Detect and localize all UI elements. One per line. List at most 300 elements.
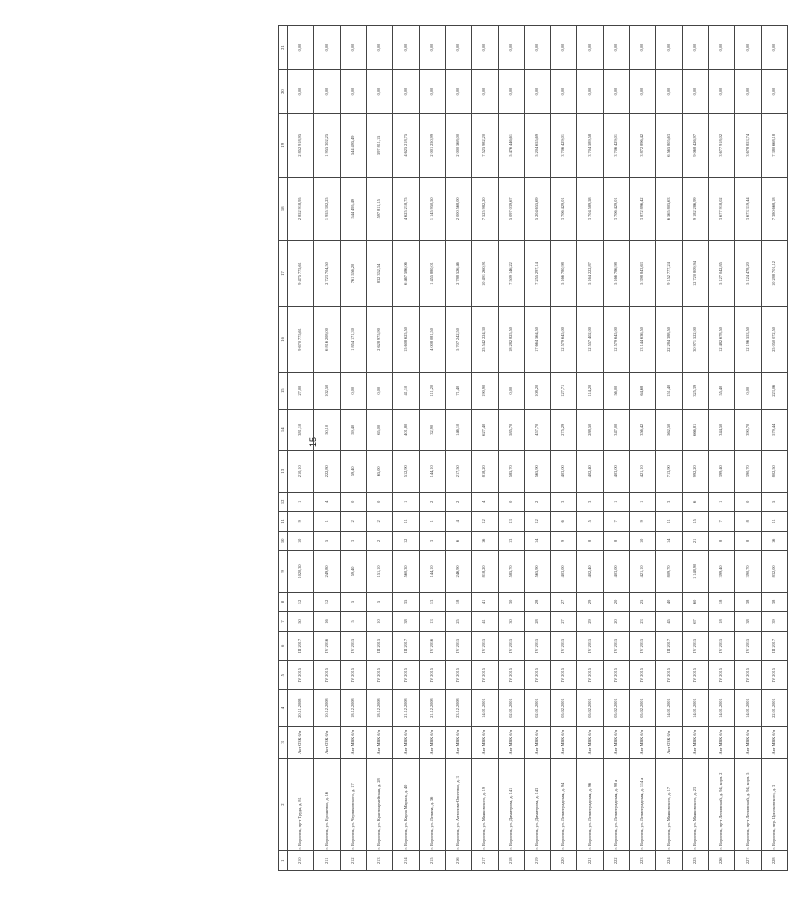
cell-c9: 560,30 [393, 551, 419, 593]
cell-q2: IV 2015 [445, 631, 471, 660]
cell-c9: 818,20 [472, 551, 498, 593]
cell-c7: 39 [761, 612, 787, 632]
cell-c16: 4 008 081,50 [419, 306, 445, 372]
cell-date: 05.02.2001 [577, 690, 603, 727]
cell-c9: 144,10 [419, 551, 445, 593]
cell-addr: г. Воронеж, ул. Карла Маркса, д. 40 [393, 758, 419, 851]
column-number-21: 21 [279, 26, 288, 70]
cell-c13: 399,40 [709, 451, 735, 493]
column-number-16: 16 [279, 306, 288, 372]
cell-c7: 38 [735, 612, 761, 632]
table-row [445, 26, 471, 871]
cell-c19: 7 380 668,18 [761, 114, 787, 177]
cell-c7: 28 [524, 612, 550, 632]
cell-type: Акт МВК б/н [419, 726, 445, 758]
cell-q2: IV 2015 [630, 631, 656, 660]
cell-addr: г. Воронеж, ул. Ленина, д. 36 [419, 758, 445, 851]
cell-n: 212 [340, 851, 366, 871]
cell-c13: 565,90 [524, 451, 550, 493]
cell-c11: 5 [577, 512, 603, 532]
cell-c17: 9 152 777,24 [656, 241, 682, 307]
cell-q1: IV 2015 [472, 661, 498, 690]
cell-c11: 6 [551, 512, 577, 532]
cell-n: 227 [735, 851, 761, 871]
column-number-2: 2 [279, 758, 288, 851]
cell-c17: 5 398 843,63 [630, 241, 656, 307]
cell-c18: 4 625 218,75 [393, 177, 419, 240]
cell-c18: 7 525 982,20 [472, 177, 498, 240]
cell-addr: г. Воронеж, ул. Димитрова, д. 141 [498, 758, 524, 851]
cell-c14: 381,10 [288, 409, 314, 451]
cell-c10: 8 [603, 531, 629, 551]
cell-c21: 0,00 [288, 26, 314, 70]
cell-c11: 13 [498, 512, 524, 532]
cell-c13: 421,10 [630, 451, 656, 493]
cell-q1: IV 2015 [288, 661, 314, 690]
table-body [288, 26, 788, 871]
cell-c8: 5 [340, 592, 366, 612]
cell-c10: 3 [419, 531, 445, 551]
cell-c12: 0 [498, 492, 524, 512]
cell-c16: 25 542 224,30 [472, 306, 498, 372]
cell-date: 22.01.2001 [761, 690, 787, 727]
column-number-15: 15 [279, 372, 288, 409]
cell-c13: 59,40 [340, 451, 366, 493]
cell-c14: 59,40 [340, 409, 366, 451]
cell-c13: 390,70 [735, 451, 761, 493]
cell-c15: 325,39 [682, 372, 708, 409]
cell-n: 225 [682, 851, 708, 871]
cell-c15: 223,06 [761, 372, 787, 409]
cell-c16: 30 971 522,00 [682, 306, 708, 372]
column-number-1: 1 [279, 851, 288, 871]
cell-c14: 457,70 [524, 409, 550, 451]
cell-c16: 2 628 975,90 [366, 306, 392, 372]
cell-c13: 992,20 [682, 451, 708, 493]
cell-q2: IV 2016 [314, 631, 340, 660]
column-number-row [279, 26, 288, 871]
cell-c19: 4 625 218,75 [393, 114, 419, 177]
cell-c10: 12 [393, 531, 419, 551]
cell-c15: 114,20 [577, 372, 603, 409]
cell-date: 14.01.2001 [656, 690, 682, 727]
cell-q2: IV 2015 [682, 631, 708, 660]
cell-q2: IV 2015 [551, 631, 577, 660]
cell-c14: 562,50 [656, 409, 682, 451]
cell-q2: IV 2015 [498, 631, 524, 660]
cell-c20: 0,00 [735, 70, 761, 114]
cell-c20: 0,00 [393, 70, 419, 114]
cell-c18: 7 380 668,18 [761, 177, 787, 240]
cell-c20: 0,00 [656, 70, 682, 114]
cell-c19: 1 955 302,25 [314, 114, 340, 177]
cell-addr: г. Воронеж, ул. Красноармейская, д. 28 [366, 758, 392, 851]
cell-q2: IV 2015 [340, 631, 366, 660]
cell-c19: 9 068 426,97 [682, 114, 708, 177]
cell-type: Акт МВК б/н [603, 726, 629, 758]
cell-q1: IV 2015 [682, 661, 708, 690]
cell-c15: 0,00 [366, 372, 392, 409]
cell-c19: 597 811,15 [366, 114, 392, 177]
cell-c19: 5 204 655,69 [524, 114, 550, 177]
cell-q1: IV 2015 [498, 661, 524, 690]
cell-c11: 1 [419, 512, 445, 532]
cell-type: Акт МВК б/н [472, 726, 498, 758]
cell-n: 213 [366, 851, 392, 871]
cell-c9: 403,00 [551, 551, 577, 593]
cell-q2: IV 2015 [577, 631, 603, 660]
table-row [472, 26, 498, 871]
cell-n: 219 [524, 851, 550, 871]
cell-c20: 0,00 [314, 70, 340, 114]
cell-c12: 2 [445, 492, 471, 512]
cell-c20: 0,00 [366, 70, 392, 114]
cell-type: Акт ОЗК б/н [656, 726, 682, 758]
cell-c18: 1 955 302,25 [314, 177, 340, 240]
rotated-table-sheet [278, 25, 788, 871]
cell-n: 228 [761, 851, 787, 871]
cell-c8: 35 [393, 592, 419, 612]
column-number-19: 19 [279, 114, 288, 177]
table-row [393, 26, 419, 871]
cell-c10: 3 [340, 531, 366, 551]
cell-q1: IV 2015 [419, 661, 445, 690]
cell-c17: 9 475 775,61 [288, 241, 314, 307]
cell-type: Акт МВК б/н [630, 726, 656, 758]
cell-date: 05.02.2001 [551, 690, 577, 727]
cell-c13: 802,50 [761, 451, 787, 493]
column-number-6: 6 [279, 631, 288, 660]
cell-c11: 11 [761, 512, 787, 532]
cell-c13: 402,40 [577, 451, 603, 493]
cell-c8: 18 [445, 592, 471, 612]
cell-q1: IV 2015 [630, 661, 656, 690]
table-row [288, 26, 314, 871]
cell-c10: 9 [551, 531, 577, 551]
cell-c12: 3 [577, 492, 603, 512]
cell-n: 223 [630, 851, 656, 871]
cell-date: 14.01.2001 [682, 690, 708, 727]
cell-c9: 1020,30 [288, 551, 314, 593]
cell-type: Акт МВК б/н [551, 726, 577, 758]
cell-q1: IV 2015 [656, 661, 682, 690]
cell-c21: 0,00 [419, 26, 445, 70]
cell-c11: 2 [340, 512, 366, 532]
table-row [761, 26, 787, 871]
cell-c17: 5 166 780,98 [551, 241, 577, 307]
cell-c19: 5 476 446,61 [498, 114, 524, 177]
cell-c15: 102,50 [314, 372, 340, 409]
cell-q2: III 2017 [288, 631, 314, 660]
cell-n: 210 [288, 851, 314, 871]
table-row [735, 26, 761, 871]
cell-c9: 249,80 [314, 551, 340, 593]
cell-c12: 5 [761, 492, 787, 512]
cell-c20: 0,00 [472, 70, 498, 114]
cell-c15: 151,40 [656, 372, 682, 409]
cell-c13: 585,70 [498, 451, 524, 493]
cell-c17: 832 352,34 [366, 241, 392, 307]
cell-c16: 15 608 625,50 [393, 306, 419, 372]
cell-n: 211 [314, 851, 340, 871]
cell-c17: 6 467 586,06 [393, 241, 419, 307]
cell-type: Акт МВК б/н [577, 726, 603, 758]
cell-date: 02.01.2001 [524, 690, 550, 727]
cell-c19: 544 495,49 [340, 114, 366, 177]
cell-c20: 0,00 [445, 70, 471, 114]
cell-c13: 818,20 [472, 451, 498, 493]
cell-c21: 0,00 [340, 26, 366, 70]
cell-date: 10.12.2008 [314, 690, 340, 727]
cell-c14: 401,80 [393, 409, 419, 451]
cell-c14: 347,00 [603, 409, 629, 451]
column-number-18: 18 [279, 177, 288, 240]
cell-c10: 8 [577, 531, 603, 551]
cell-date: 05.02.2001 [630, 690, 656, 727]
cell-c14: 65,00 [366, 409, 392, 451]
cell-c7: 30 [498, 612, 524, 632]
cell-c16: 18 282 825,50 [498, 306, 524, 372]
cell-c8: 60 [682, 592, 708, 612]
cell-c11: 11 [393, 512, 419, 532]
cell-c8: 30 [498, 592, 524, 612]
cell-c8: 18 [709, 592, 735, 612]
cell-c7: 10 [366, 612, 392, 632]
cell-c12: 3 [656, 492, 682, 512]
column-number-7: 7 [279, 612, 288, 632]
cell-c20: 0,00 [498, 70, 524, 114]
cell-addr: г. Воронеж, ул. Ленинградская, д. 98 а [603, 758, 629, 851]
cell-q1: IV 2015 [393, 661, 419, 690]
cell-c8: 29 [577, 592, 603, 612]
column-number-12: 12 [279, 492, 288, 512]
cell-c8: 5 [366, 592, 392, 612]
cell-c19: 3 678 853,74 [735, 114, 761, 177]
cell-c21: 0,00 [735, 26, 761, 70]
cell-c15: 111,20 [419, 372, 445, 409]
cell-c11: 4 [445, 512, 471, 532]
column-number-11: 11 [279, 512, 288, 532]
cell-n: 222 [603, 851, 629, 871]
cell-addr: г. Воронеж, пр-т Ленинский, д. 94, корп. 5 [735, 758, 761, 851]
cell-c11: 7 [709, 512, 735, 532]
cell-c16: 12 482 678,50 [709, 306, 735, 372]
cell-date: 18.12.2008 [366, 690, 392, 727]
cell-c16: 12 579 645,00 [603, 306, 629, 372]
column-number-10: 10 [279, 531, 288, 551]
cell-c21: 0,00 [393, 26, 419, 70]
cell-c18: 2 000 568,00 [445, 177, 471, 240]
cell-c7: 29 [577, 612, 603, 632]
cell-c17: 10 288 701,12 [761, 241, 787, 307]
cell-c14: 288,50 [577, 409, 603, 451]
cell-addr: г. Воронеж, ул. Маяковского, д. 19 [472, 758, 498, 851]
cell-c21: 0,00 [498, 26, 524, 70]
cell-addr: г. Воронеж, ул. Черняховского, д. 17 [340, 758, 366, 851]
cell-c21: 0,00 [577, 26, 603, 70]
cell-q1: IV 2015 [314, 661, 340, 690]
column-number-20: 20 [279, 70, 288, 114]
table-row [524, 26, 550, 871]
cell-date: 14.01.2001 [472, 690, 498, 727]
cell-q2: IV 2015 [709, 631, 735, 660]
cell-c14: 275,29 [551, 409, 577, 451]
table-row [603, 26, 629, 871]
cell-q1: IV 2015 [577, 661, 603, 690]
cell-c9: 1 148,90 [682, 551, 708, 593]
cell-q2: IV 2015 [472, 631, 498, 660]
table-row [419, 26, 445, 871]
cell-c14: 627,40 [472, 409, 498, 451]
cell-c16: 5 707 242,50 [445, 306, 471, 372]
cell-c21: 0,00 [682, 26, 708, 70]
cell-c21: 0,00 [709, 26, 735, 70]
cell-c17: 7 509 146,22 [498, 241, 524, 307]
cell-c8: 25 [630, 592, 656, 612]
cell-c12: 0 [366, 492, 392, 512]
cell-c12: 4 [314, 492, 340, 512]
cell-c20: 0,00 [603, 70, 629, 114]
cell-c13: 713,90 [656, 451, 682, 493]
cell-type: Акт МВК б/н [735, 726, 761, 758]
cell-c20: 0,00 [551, 70, 577, 114]
cell-type: Акт МВК б/н [366, 726, 392, 758]
cell-c16: 1 854 171,30 [340, 306, 366, 372]
cell-c10: 10 [288, 531, 314, 551]
cell-c20: 0,00 [419, 70, 445, 114]
cell-c8: 38 [735, 592, 761, 612]
cell-c7: 38 [393, 612, 419, 632]
cell-c14: 579,44 [761, 409, 787, 451]
cell-c21: 0,00 [445, 26, 471, 70]
cell-c11: 12 [524, 512, 550, 532]
cell-c13: 512,90 [393, 451, 419, 493]
cell-q1: IV 2015 [709, 661, 735, 690]
cell-c19: 3 872 896,42 [630, 114, 656, 177]
column-number-14: 14 [279, 409, 288, 451]
cell-c11: 11 [656, 512, 682, 532]
cell-n: 220 [551, 851, 577, 871]
cell-q2: IV 2016 [419, 631, 445, 660]
cell-c16: 12 557 402,00 [577, 306, 603, 372]
column-number-8: 8 [279, 592, 288, 612]
table-row [709, 26, 735, 871]
cell-c18: 3 706 429,01 [551, 177, 577, 240]
cell-n: 214 [393, 851, 419, 871]
cell-c21: 0,00 [366, 26, 392, 70]
cell-c15: 55,40 [709, 372, 735, 409]
cell-c13: 65,00 [366, 451, 392, 493]
cell-c17: 5 164 222,87 [577, 241, 603, 307]
cell-c11: 1 [314, 512, 340, 532]
cell-addr: г. Воронеж, пр-т Труда, д. 81 [288, 758, 314, 851]
cell-c19: 3 706 429,01 [551, 114, 577, 177]
cell-c9: 402,40 [577, 551, 603, 593]
column-number-5: 5 [279, 661, 288, 690]
cell-c10: 14 [524, 531, 550, 551]
cell-type: Акт МВК б/н [393, 726, 419, 758]
cell-c18: 3 677 918,02 [709, 177, 735, 240]
cell-c10: 14 [656, 531, 682, 551]
cell-c18: 3 706 429,01 [603, 177, 629, 240]
cell-q1: IV 2015 [735, 661, 761, 690]
cell-c21: 0,00 [314, 26, 340, 70]
cell-c16: 13 144 636,50 [630, 306, 656, 372]
cell-addr: г. Воронеж, пер. Циолковского, д. 3 [761, 758, 787, 851]
cell-q2: IV 2015 [524, 631, 550, 660]
cell-c10: 16 [472, 531, 498, 551]
cell-c21: 0,00 [551, 26, 577, 70]
cell-type: Акт МВК б/н [498, 726, 524, 758]
cell-c7: 18 [709, 612, 735, 632]
cell-c16: 17 664 564,50 [524, 306, 550, 372]
cell-type: Акт МВК б/н [761, 726, 787, 758]
table-row [340, 26, 366, 871]
cell-c12: 3 [551, 492, 577, 512]
cell-c9: 565,90 [524, 551, 550, 593]
cell-c18: 544 495,49 [340, 177, 366, 240]
cell-c14: 356,42 [630, 409, 656, 451]
cell-c16: 12 196 553,50 [735, 306, 761, 372]
cell-addr: г. Воронеж, ул. Димитрова, д. 143 [524, 758, 550, 851]
cell-c8: 41 [472, 592, 498, 612]
cell-c14: 32,90 [419, 409, 445, 451]
cell-c18: 2 852 918,95 [288, 177, 314, 240]
cell-c11: 9 [630, 512, 656, 532]
cell-c17: 761 556,20 [340, 241, 366, 307]
cell-q1: IV 2015 [524, 661, 550, 690]
cell-c20: 0,00 [709, 70, 735, 114]
cell-c12: 1 [709, 492, 735, 512]
cell-c9: 399,40 [709, 551, 735, 593]
cell-q2: III 2017 [761, 631, 787, 660]
cell-addr: г. Воронеж, ул. Ленинградская, д. 114 а [630, 758, 656, 851]
cell-type: Акт МВК б/н [682, 726, 708, 758]
cell-c17: 2 723 704,50 [314, 241, 340, 307]
cell-c10: 8 [735, 531, 761, 551]
table-row [366, 26, 392, 871]
cell-c8: 12 [288, 592, 314, 612]
cell-c17: 1 455 880,01 [419, 241, 445, 307]
cell-c17: 12 720 809,94 [682, 241, 708, 307]
cell-addr: г. Воронеж, ул. Ленинградская, д. 96 [577, 758, 603, 851]
cell-c14: 390,70 [735, 409, 761, 451]
cell-c9: 832,00 [761, 551, 787, 593]
cell-c20: 0,00 [761, 70, 787, 114]
cell-c13: 210,10 [288, 451, 314, 493]
cell-type: Акт ОЗК б/н [288, 726, 314, 758]
cell-n: 215 [419, 851, 445, 871]
cell-q1: IV 2015 [551, 661, 577, 690]
column-number-9: 9 [279, 551, 288, 593]
cell-c9: 246,90 [445, 551, 471, 593]
cell-c7: 67 [682, 612, 708, 632]
table-row [498, 26, 524, 871]
cell-q2: III 2017 [393, 631, 419, 660]
cell-c10: 8 [709, 531, 735, 551]
cell-c18: 5 204 655,69 [524, 177, 550, 240]
cell-c9: 151,10 [366, 551, 392, 593]
cell-c15: 56,00 [603, 372, 629, 409]
cell-date: 14.01.2001 [735, 690, 761, 727]
cell-c16: 12 579 645,00 [551, 306, 577, 372]
cell-c19: 3 677 918,02 [709, 114, 735, 177]
cell-date: 21.12.2008 [393, 690, 419, 727]
cell-q1: IV 2015 [761, 661, 787, 690]
column-number-4: 4 [279, 690, 288, 727]
cell-c18: 597 811,15 [366, 177, 392, 240]
cell-c7: 20 [603, 612, 629, 632]
